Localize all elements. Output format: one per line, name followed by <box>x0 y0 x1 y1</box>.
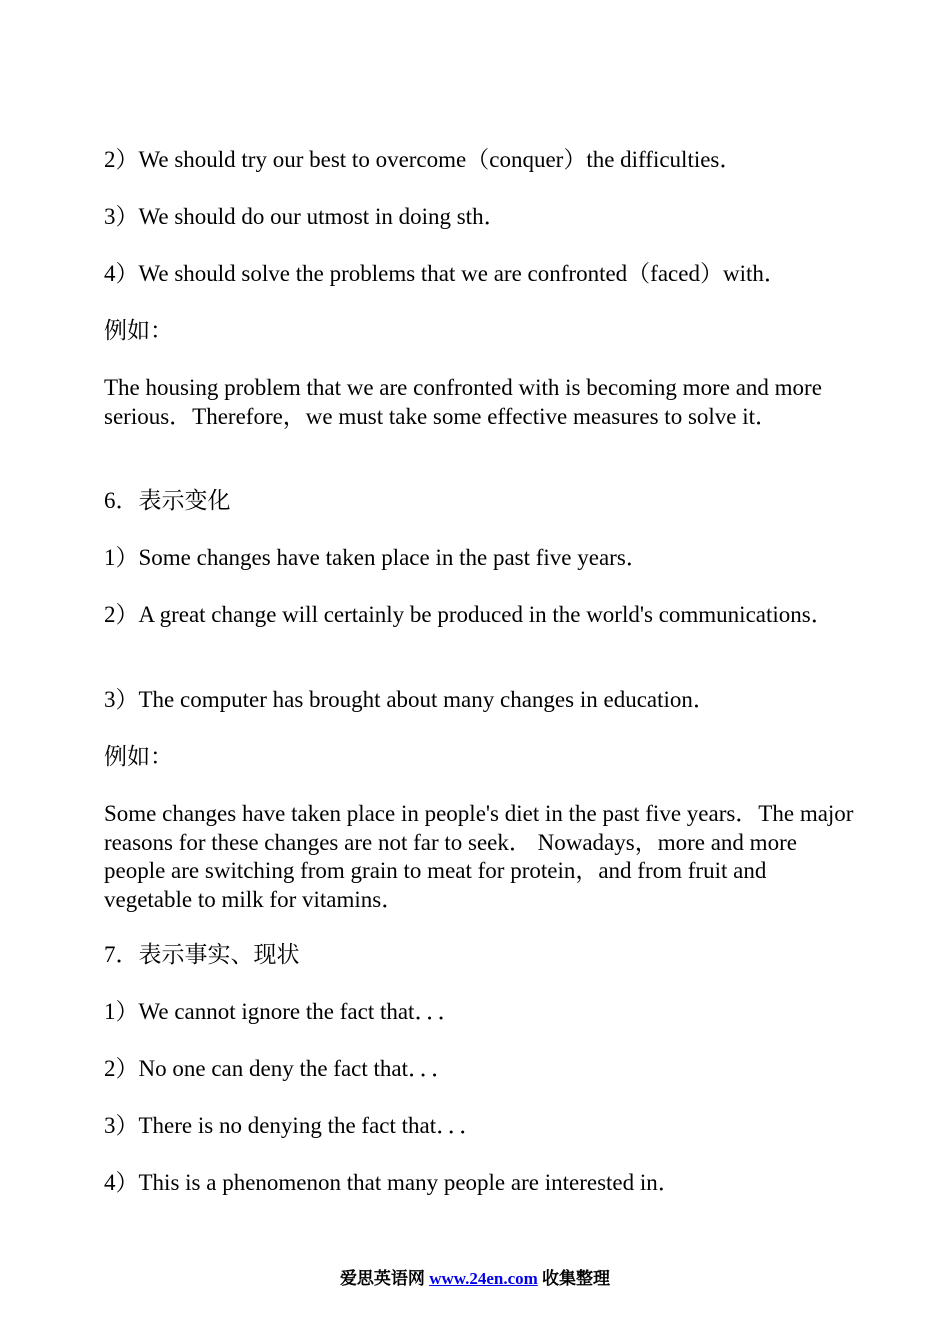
example-paragraph: The housing problem that we are confronted with is becoming more and more serious．Therefore，we must take some effective measures to solve it． <box>104 375 822 429</box>
section-heading-7: 7．表示事实、现状 <box>104 942 300 967</box>
line-fact-3: 3）There is no denying the fact that．．． <box>104 1113 483 1138</box>
line-3: 4）We should solve the problems that we are confronted（faced）with． <box>104 261 787 286</box>
line-change-1: 1）Some changes have taken place in the past five years． <box>104 545 649 570</box>
line-change-2: 2）A great change will certainly be produced in the world's communications． <box>104 602 834 627</box>
line-fact-4: 4）This is a phenomenon that many people are interested in． <box>104 1170 681 1195</box>
example-paragraph: Some changes have taken place in people's diet in the past five years．The major reasons for these changes are not far to seek． Nowadays，more and more people are switching from grain to meat for protein，and from fruit and vegetable to milk for vitamins． <box>104 801 854 912</box>
section-heading-6: 6．表示变化 <box>104 488 231 513</box>
footer-site-name: 爱思英语网 <box>339 1269 425 1288</box>
line-2: 3）We should do our utmost in doing sth． <box>104 204 507 229</box>
line-fact-2: 2）No one can deny the fact that．．． <box>104 1056 454 1081</box>
line-1: 2）We should try our best to overcome（conquer）the difficulties． <box>104 147 743 172</box>
example-label: 例如： <box>104 744 173 769</box>
line-change-3: 3）The computer has brought about many changes in education． <box>104 687 716 712</box>
page-footer <box>0 1268 950 1290</box>
footer-suffix: 收集整理 <box>542 1269 611 1288</box>
example-label: 例如： <box>104 318 173 343</box>
footer-link[interactable]: www.24en.com <box>429 1269 538 1288</box>
line-fact-1: 1）We cannot ignore the fact that．．． <box>104 999 461 1024</box>
